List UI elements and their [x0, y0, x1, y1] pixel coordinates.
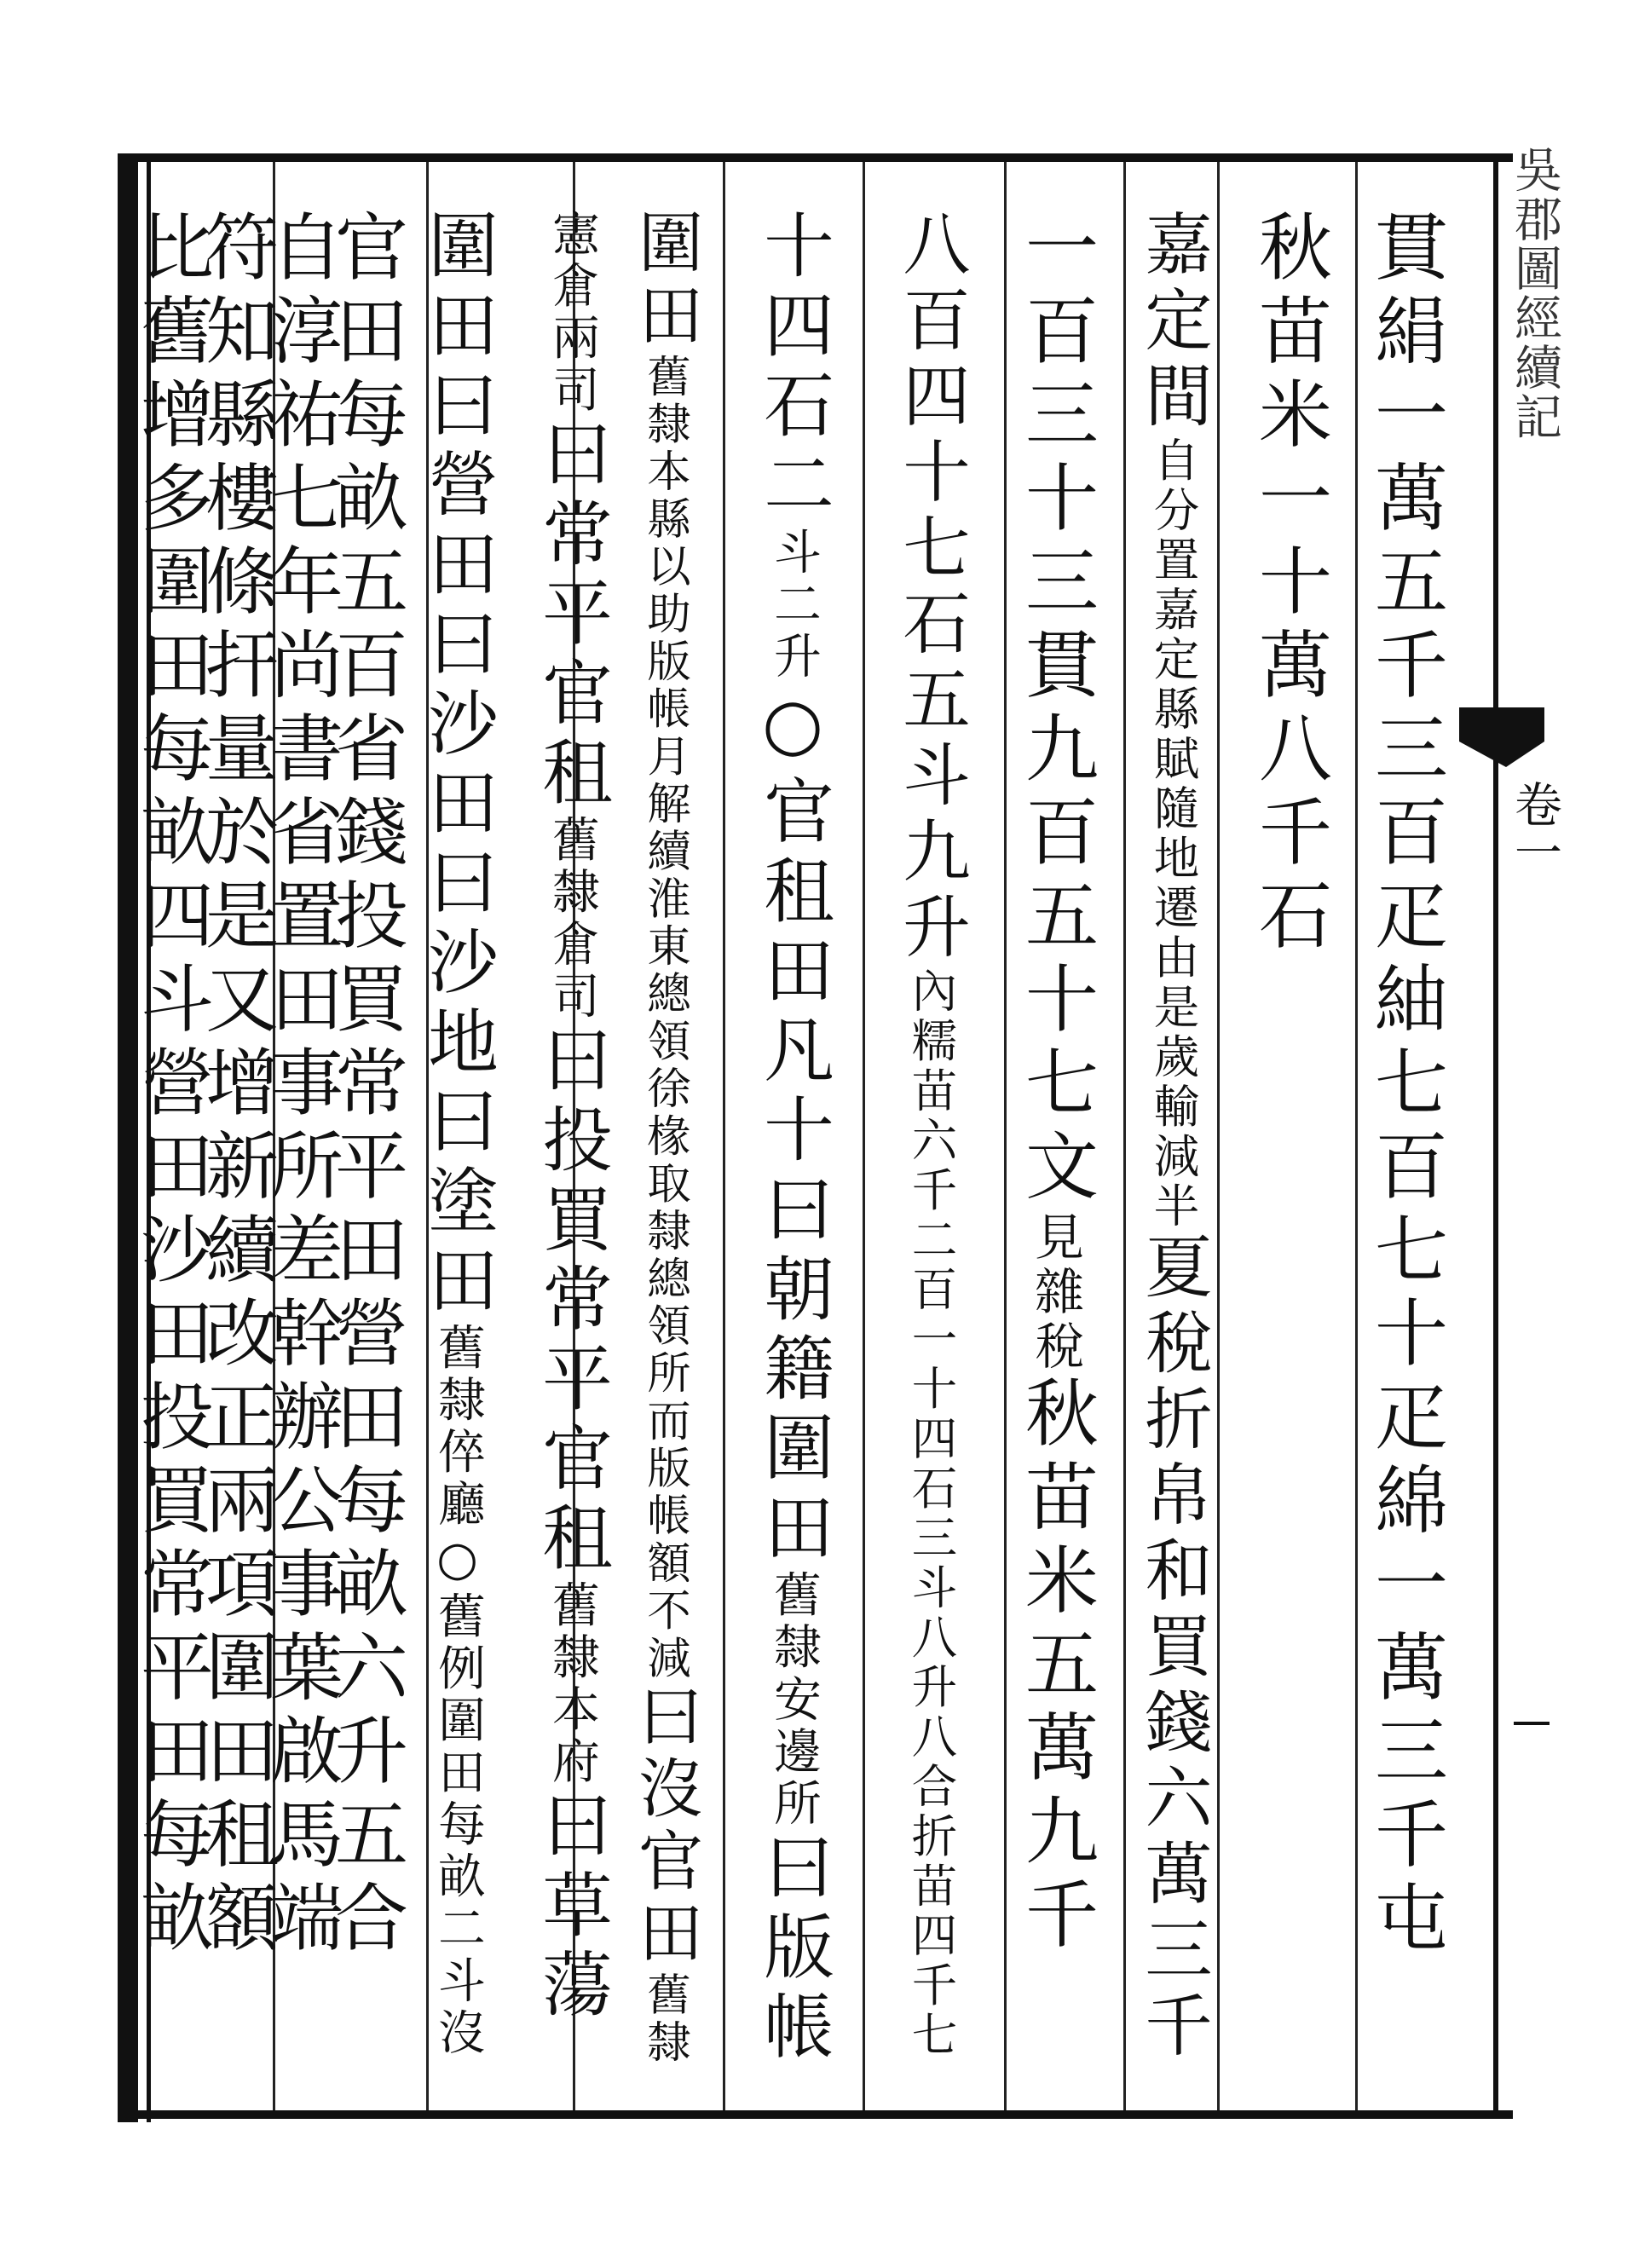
column-7-note: 舊隸本縣以助版帳月解續淮東總領徐椽取隸總領所而版帳額不減	[639, 353, 690, 1682]
text-column-12: 符知縣樓條扞量於是又增新續改正兩項圍田租額	[193, 209, 278, 1963]
text-column-2: 秋苗米一十萬八千石	[1246, 209, 1331, 961]
column-5-text: 八百四十七石五斗九升	[892, 209, 971, 967]
column-8-note: 憲倉兩司	[544, 209, 599, 418]
column-7-text: 圍田	[627, 209, 703, 354]
column-9-text: 圍田曰營田曰沙田曰沙地曰塗田	[416, 209, 498, 1324]
column-8-text: 曰常平官租	[530, 417, 612, 816]
column-rule	[1123, 162, 1126, 2110]
juan-number: 卷一	[1507, 780, 1562, 875]
text-column-1: 貫絹一萬五千三百疋紬七百七十疋綿一萬三千屯	[1362, 209, 1447, 1963]
column-7-note-2: 舊隸	[639, 1971, 690, 2067]
text-column-9	[414, 209, 499, 2060]
column-6-text-2: ○官租田凡十曰朝籍圍田	[752, 683, 834, 1571]
text-column-10: 官田每畝五百省錢投買常平田營田每畝六升五合	[322, 209, 407, 1963]
column-7-text-2: 曰沒官田	[627, 1682, 703, 1972]
column-rule	[1004, 162, 1007, 2110]
column-9-note: 舊隸倅廳○舊例圍田每畝二斗沒	[430, 1323, 485, 2060]
folio-mark	[1514, 1722, 1550, 1725]
column-5-note: 內糯苗六千二百一十四石三斗八升八合折苗四千七	[904, 967, 958, 2061]
column-4-text-2: 秋苗米五萬九千	[1013, 1375, 1098, 1959]
text-column-4	[1013, 209, 1098, 1959]
column-rule	[1355, 162, 1358, 2110]
column-rule	[1217, 162, 1220, 2110]
column-4-note: 見雜稅	[1026, 1211, 1084, 1375]
frame-right-border	[1493, 153, 1498, 2119]
fishtail-mark-icon	[1459, 707, 1553, 767]
text-column-8	[528, 209, 614, 2027]
column-8-text-3: 曰草蕩	[530, 1788, 612, 2028]
column-6-text-3: 曰版帳	[752, 1830, 834, 2069]
column-3-text: 嘉定間	[1134, 209, 1213, 436]
text-column-3	[1130, 209, 1215, 2066]
frame-bottom-border	[118, 2110, 1513, 2119]
edge-title: 吳郡圖經續記	[1507, 145, 1562, 441]
column-3-text-2: 夏稅折帛和買錢六萬三千	[1134, 1231, 1213, 2066]
column-4-text: 一百三十三貫九百五十七文	[1013, 209, 1098, 1211]
column-3-note: 自分置嘉定縣賦隨地遷由是歲輸減半	[1146, 436, 1200, 1232]
column-6-note: 斗二升	[765, 527, 821, 684]
text-column-6	[750, 209, 835, 2069]
column-8-text-2: 曰投買常平官租	[530, 1023, 612, 1580]
column-rule	[723, 162, 725, 2110]
text-column-5	[888, 209, 973, 2061]
column-6-note-2: 舊隸安邊所	[765, 1570, 821, 1831]
frame-top-border	[119, 153, 1513, 162]
text-column-13: 比舊增多圍田每畝四斗營田沙田投買常平田每畝	[128, 209, 213, 1963]
text-column-7	[622, 209, 707, 2067]
column-8-note-3: 舊隸本府	[544, 1580, 599, 1789]
column-6-text: 十四石二	[752, 209, 834, 528]
column-rule	[863, 162, 865, 2110]
column-8-note-2: 舊隸倉司	[544, 815, 599, 1024]
text-column-11: 自淳祐七年尚書省置田事所差幹辦公事葉啟馬端	[257, 209, 343, 1963]
